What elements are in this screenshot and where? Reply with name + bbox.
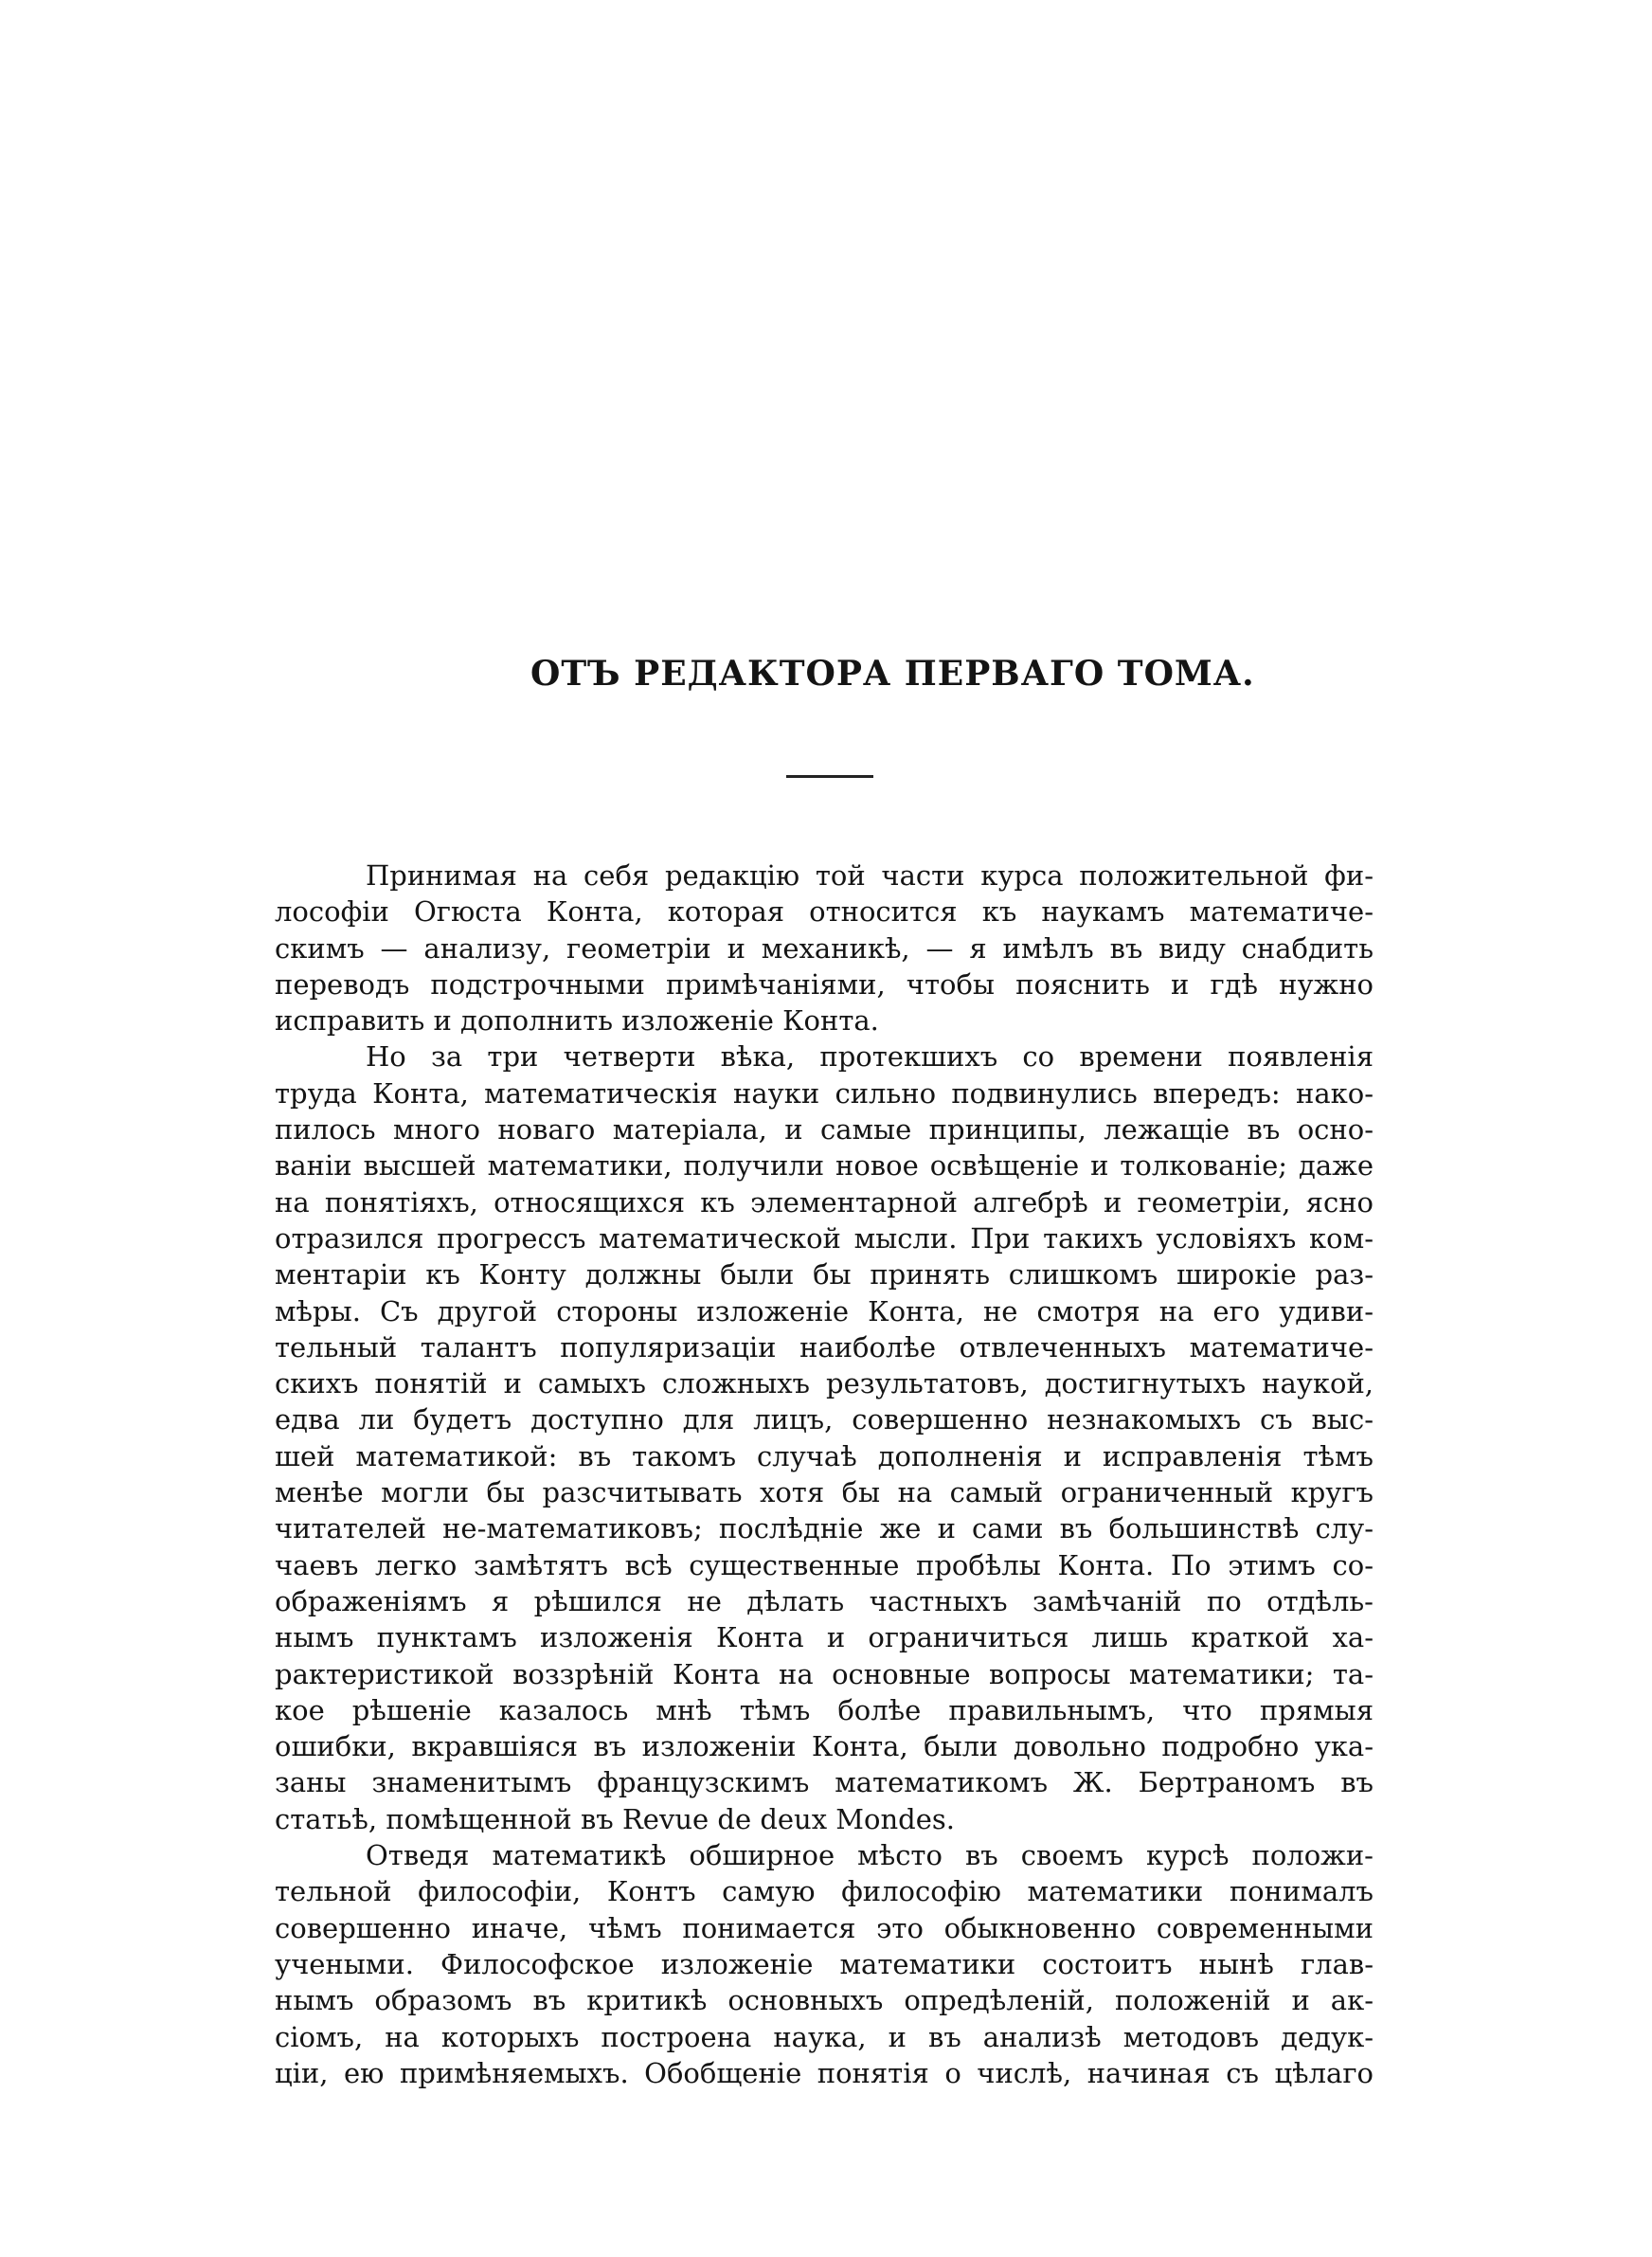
text-line: совершенно иначе, чѣмъ понимается это обыкновенно современными [275, 1911, 1374, 1944]
text-line: рактеристикой воззрѣній Конта на основные вопросы математики; та- [275, 1657, 1374, 1690]
text-line: исправить и дополнить изложеніе Конта. [275, 1004, 879, 1038]
text-line: менѣе могли бы разсчитывать хотя бы на самый ограниченный кругъ [275, 1476, 1374, 1509]
text-line: ціи, ею примѣняемыхъ. Обобщеніе понятія о числѣ, начиная съ цѣлаго [275, 2056, 1374, 2089]
text-line: ментаріи къ Конту должны были бы принять слишкомъ широкіе раз- [275, 1258, 1374, 1291]
text-line: читателей не-математиковъ; послѣдніе же и сами въ большинствѣ слу- [275, 1512, 1374, 1545]
text-line: едва ли будетъ доступно для лицъ, совершенно незнакомыхъ съ выс- [275, 1403, 1374, 1436]
text-line: ображеніямъ я рѣшился не дѣлать частныхъ замѣчаній по отдѣль- [275, 1584, 1374, 1617]
text-line: чаевъ легко замѣтятъ всѣ существенные пробѣлы Конта. По этимъ со- [275, 1548, 1374, 1581]
text-line: сіомъ, на которыхъ построена наука, и въ анализѣ методовъ дедук- [275, 2020, 1374, 2053]
text-line: мѣры. Съ другой стороны изложеніе Конта, не смотря на его удиви- [275, 1294, 1374, 1327]
page-title: ОТЪ РЕДАКТОРА ПЕРВАГО ТОМА. [530, 654, 1255, 694]
text-line: труда Конта, математическія науки сильно подвинулись впередъ: нако- [275, 1076, 1374, 1110]
text-line: переводъ подстрочными примѣчаніями, чтобы пояснить и гдѣ нужно [275, 967, 1374, 1001]
text-line: отразился прогрессъ математической мысли. При такихъ условіяхъ ком- [275, 1221, 1374, 1255]
text-line: пилось много новаго матеріала, и самые принципы, лежащіе въ осно- [275, 1113, 1374, 1147]
text-line: заны знаменитымъ французскимъ математикомъ Ж. Бертраномъ въ [275, 1766, 1374, 1799]
text-line: нымъ пунктамъ изложенія Конта и ограничиться лишь краткой ха- [275, 1621, 1374, 1654]
text-line: тельный талантъ популяризаціи наиболѣе отвлеченныхъ математиче- [275, 1330, 1374, 1363]
text-line: нымъ образомъ въ критикѣ основныхъ опредѣленій, положеній и ак- [275, 1984, 1374, 2017]
text-line: учеными. Философское изложеніе математики состоитъ нынѣ глав- [275, 1947, 1374, 1980]
text-line: Принимая на себя редакцію той части курса положительной фи- [366, 859, 1374, 892]
text-line: статьѣ, помѣщенной въ Revue de deux Mondes. [275, 1802, 955, 1835]
text-line: шей математикой: въ такомъ случаѣ дополненія и исправленія тѣмъ [275, 1439, 1374, 1472]
text-line: ошибки, вкравшіяся въ изложеніи Конта, были довольно подробно ука- [275, 1730, 1374, 1763]
text-line: Отведя математикѣ обширное мѣсто въ своемъ курсѣ положи- [366, 1839, 1374, 1872]
text-line: ваніи высшей математики, получили новое освѣщеніе и толкованіе; даже [275, 1149, 1374, 1183]
text-line: тельной философіи, Контъ самую философію математики понималъ [275, 1875, 1374, 1908]
text-line: кое рѣшеніе казалось мнѣ тѣмъ болѣе правильнымъ, что прямыя [275, 1693, 1374, 1726]
text-line: скихъ понятій и самыхъ сложныхъ результатовъ, достигнутыхъ наукой, [275, 1367, 1374, 1400]
text-line: лософіи Огюста Конта, которая относится къ наукамъ математиче- [275, 895, 1374, 929]
body-text [275, 858, 1374, 2091]
text-line: на понятіяхъ, относящихся къ элементарной алгебрѣ и геометріи, ясно [275, 1185, 1374, 1219]
text-line: Но за три четверти вѣка, протекшихъ со времени появленія [366, 1040, 1374, 1074]
text-line: скимъ — анализу, геометріи и механикѣ, — я имѣлъ въ виду снабдить [275, 931, 1374, 965]
title-divider [786, 775, 873, 778]
